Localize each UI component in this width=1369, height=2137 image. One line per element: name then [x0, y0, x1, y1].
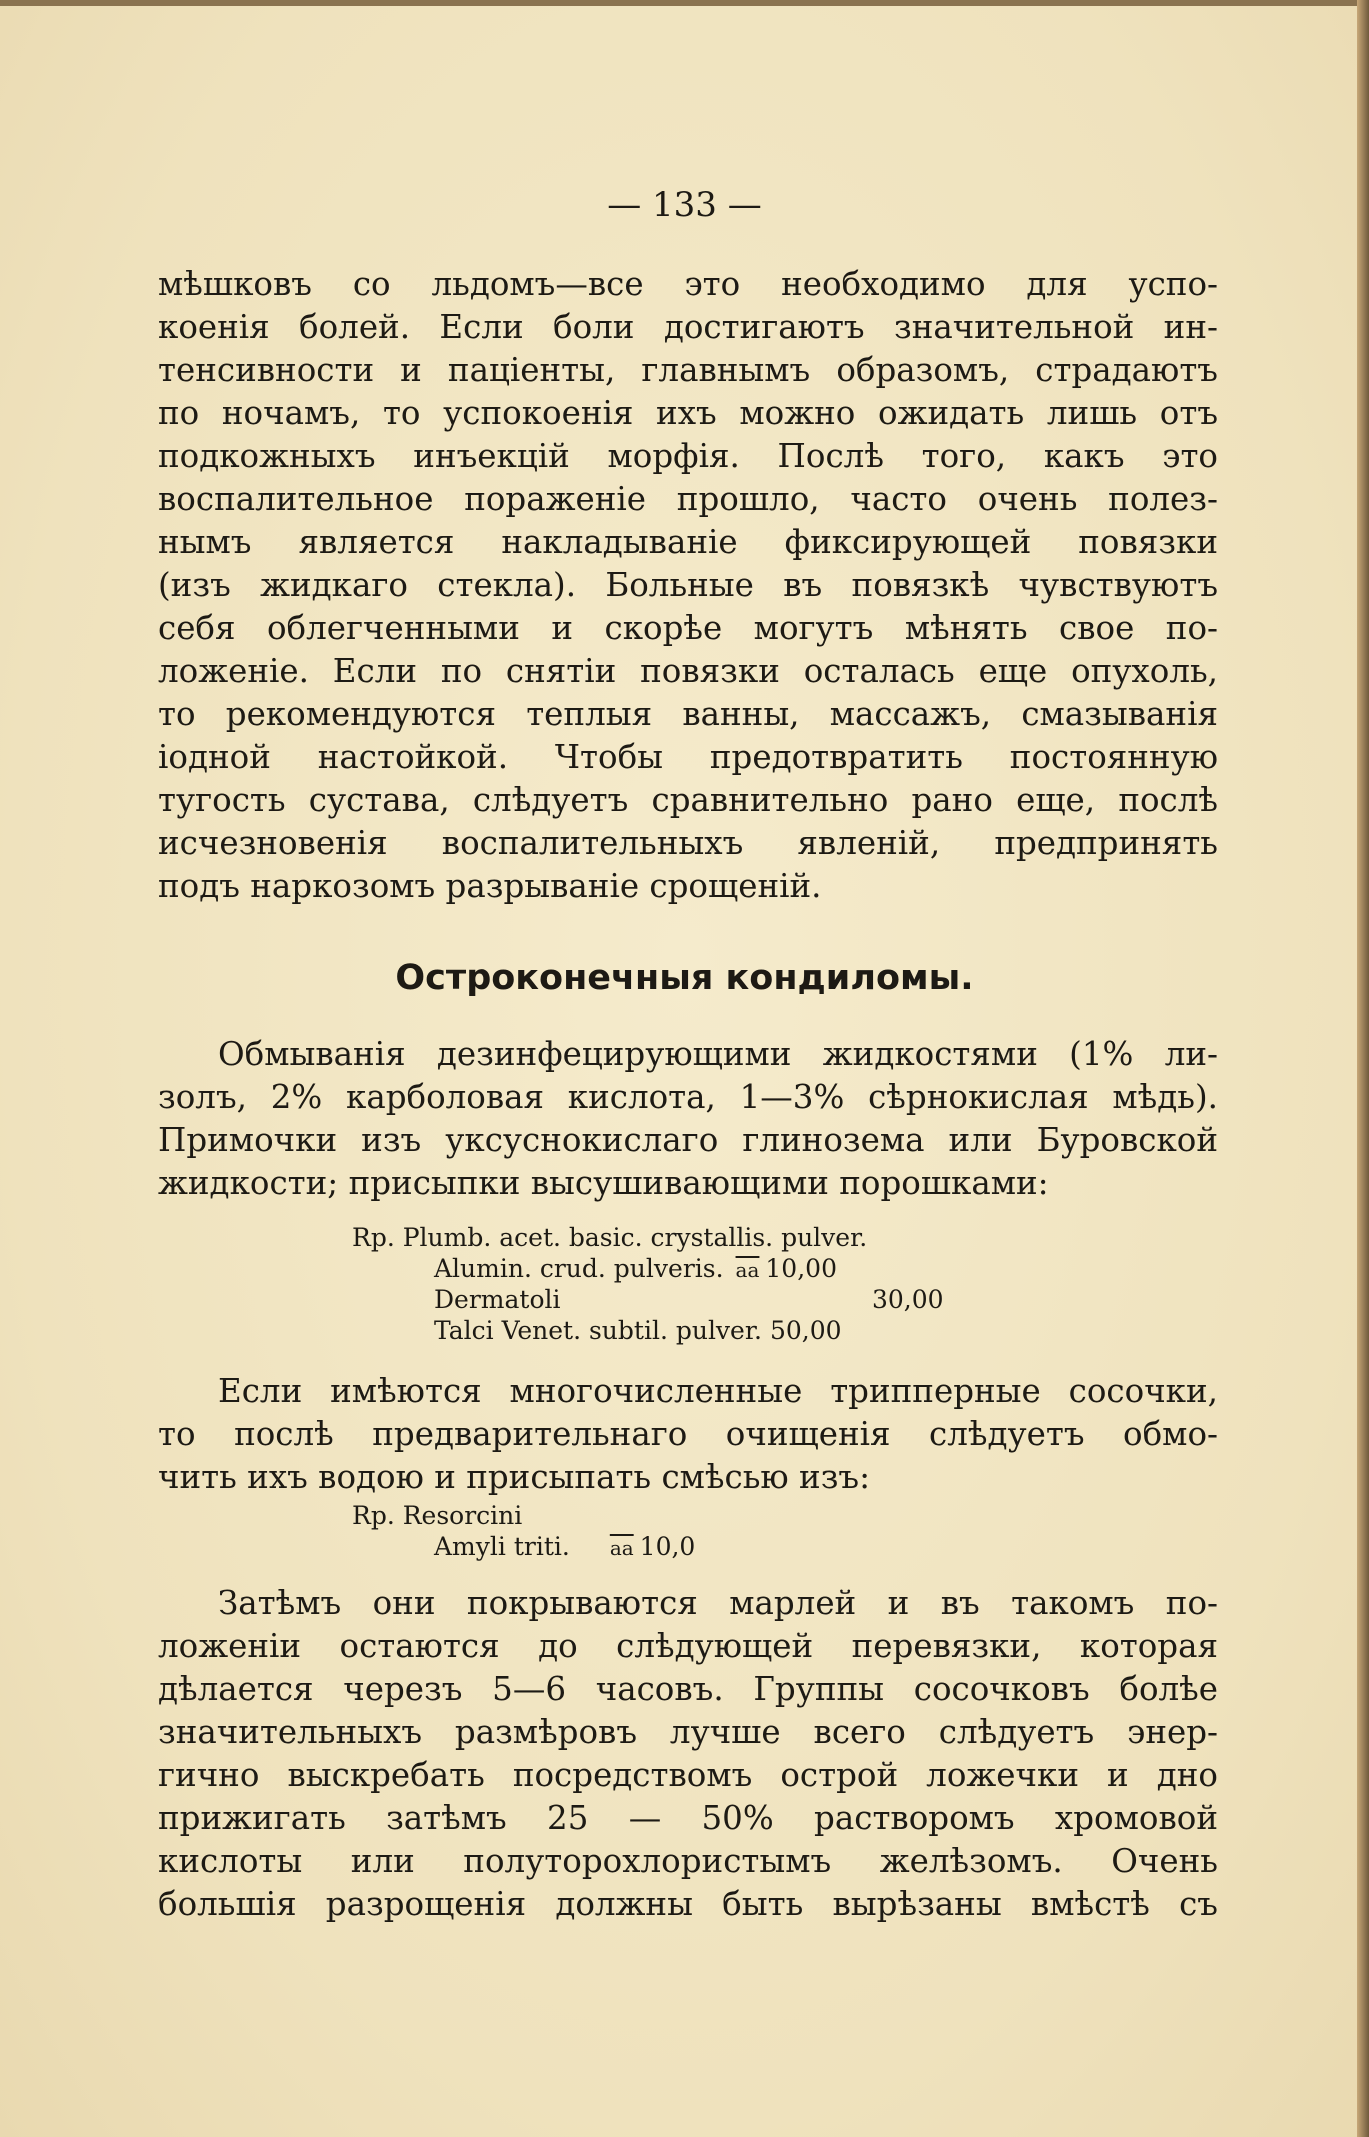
prescription-amount: 10,00 — [765, 1254, 837, 1283]
text-line: воспалительное пораженіе прошло, часто очень полез- — [158, 480, 1218, 518]
text-line: большія разрощенія должны быть вырѣзаны вмѣстѣ съ — [158, 1885, 1218, 1923]
prescription-text: Talci Venet. subtil. pulver. — [434, 1316, 763, 1345]
text-line: коенія болей. Если боли достигаютъ значительной ин- — [158, 308, 1218, 346]
prescription-line — [352, 1284, 1052, 1315]
prescription-line — [352, 1531, 852, 1562]
prescription-amount: 10,0 — [639, 1532, 696, 1561]
prescription-amount: 30,00 — [872, 1285, 944, 1314]
prescription-text: Rp. Resorcini — [352, 1501, 523, 1530]
text-line: чить ихъ водою и присыпать смѣсью изъ: — [158, 1458, 871, 1496]
text-line: подкожныхъ инъекцій морфія. Послѣ того, какъ это — [158, 437, 1218, 475]
aa-mark: $\overline{aa}$ — [609, 1536, 634, 1560]
page-number: — 133 — — [607, 185, 762, 225]
text-line: себя облегченными и скорѣе могутъ мѣнять свое по- — [158, 609, 1218, 647]
prescription-line — [352, 1500, 852, 1531]
prescription-line — [352, 1253, 1052, 1284]
text-line: прижигать затѣмъ 25 — 50% растворомъ хромовой — [158, 1799, 1218, 1837]
prescription-text: Alumin. crud. pulveris. — [434, 1254, 724, 1283]
text-line: тенсивности и паціенты, главнымъ образомъ, страдаютъ — [158, 351, 1218, 389]
text-line: гично выскребать посредствомъ острой ложечки и дно — [158, 1756, 1218, 1794]
page-right-edge — [1357, 0, 1369, 2137]
text-line: Затѣмъ они покрываются марлей и въ такомъ по- — [218, 1584, 1218, 1622]
text-line: Если имѣются многочисленные трипперные сосочки, — [218, 1372, 1218, 1410]
prescription-line — [352, 1315, 1052, 1346]
paragraph-3 — [158, 1370, 1218, 1499]
text-line: значительныхъ размѣровъ лучше всего слѣдуетъ энер- — [158, 1713, 1218, 1751]
text-line: (изъ жидкаго стекла). Больные въ повязкѣ чувствуютъ — [158, 566, 1218, 604]
prescription-line — [352, 1222, 1052, 1253]
text-line: подъ наркозомъ разрываніе срощеній. — [158, 867, 822, 905]
text-line: то послѣ предварительнаго очищенія слѣдуетъ обмо- — [158, 1415, 1218, 1453]
prescription-text: Rp. Plumb. acet. basic. crystallis. pulver. — [352, 1223, 868, 1252]
prescription-text: Dermatoli — [434, 1285, 561, 1314]
aa-mark: $\overline{aa}$ — [735, 1258, 760, 1282]
text-line: Обмыванія дезинфецирующими жидкостями (1% ли- — [218, 1035, 1218, 1073]
section-heading: Остроконечныя кондиломы. — [395, 958, 974, 998]
paragraph-2 — [158, 1033, 1218, 1205]
text-line: кислоты или полуторохлористымъ желѣзомъ. Очень — [158, 1842, 1218, 1880]
paragraph-1 — [158, 263, 1218, 908]
prescription-1 — [352, 1222, 1052, 1346]
text-line: Примочки изъ уксуснокислаго глинозема или Буровской — [158, 1121, 1218, 1159]
text-line: ложеніе. Если по снятіи повязки осталась еще опухоль, — [158, 652, 1218, 690]
text-line: нымъ является накладываніе фиксирующей повязки — [158, 523, 1218, 561]
page-top-edge — [0, 0, 1369, 6]
text-line: по ночамъ, то успокоенія ихъ можно ожидать лишь отъ — [158, 394, 1218, 432]
prescription-2 — [352, 1500, 852, 1562]
text-line: іодной настойкой. Чтобы предотвратить постоянную — [158, 738, 1218, 776]
prescription-text: Amyli triti. — [434, 1532, 570, 1561]
text-line: то рекомендуются теплыя ванны, массажъ, смазыванія — [158, 695, 1218, 733]
text-line: жидкости; присыпки высушивающими порошками: — [158, 1164, 1049, 1202]
text-line: дѣлается черезъ 5—6 часовъ. Группы сосочковъ болѣе — [158, 1670, 1218, 1708]
text-line: ложеніи остаются до слѣдующей перевязки, которая — [158, 1627, 1218, 1665]
text-line: исчезновенія воспалительныхъ явленій, предпринять — [158, 824, 1218, 862]
text-line: мѣшковъ со льдомъ—все это необходимо для успо- — [158, 265, 1218, 303]
prescription-amount: 50,00 — [769, 1316, 842, 1345]
text-line: тугость сустава, слѣдуетъ сравнительно рано еще, послѣ — [158, 781, 1218, 819]
text-line: золъ, 2% карболовая кислота, 1—3% сѣрнокислая мѣдь). — [158, 1078, 1218, 1116]
paragraph-4 — [158, 1582, 1218, 1926]
